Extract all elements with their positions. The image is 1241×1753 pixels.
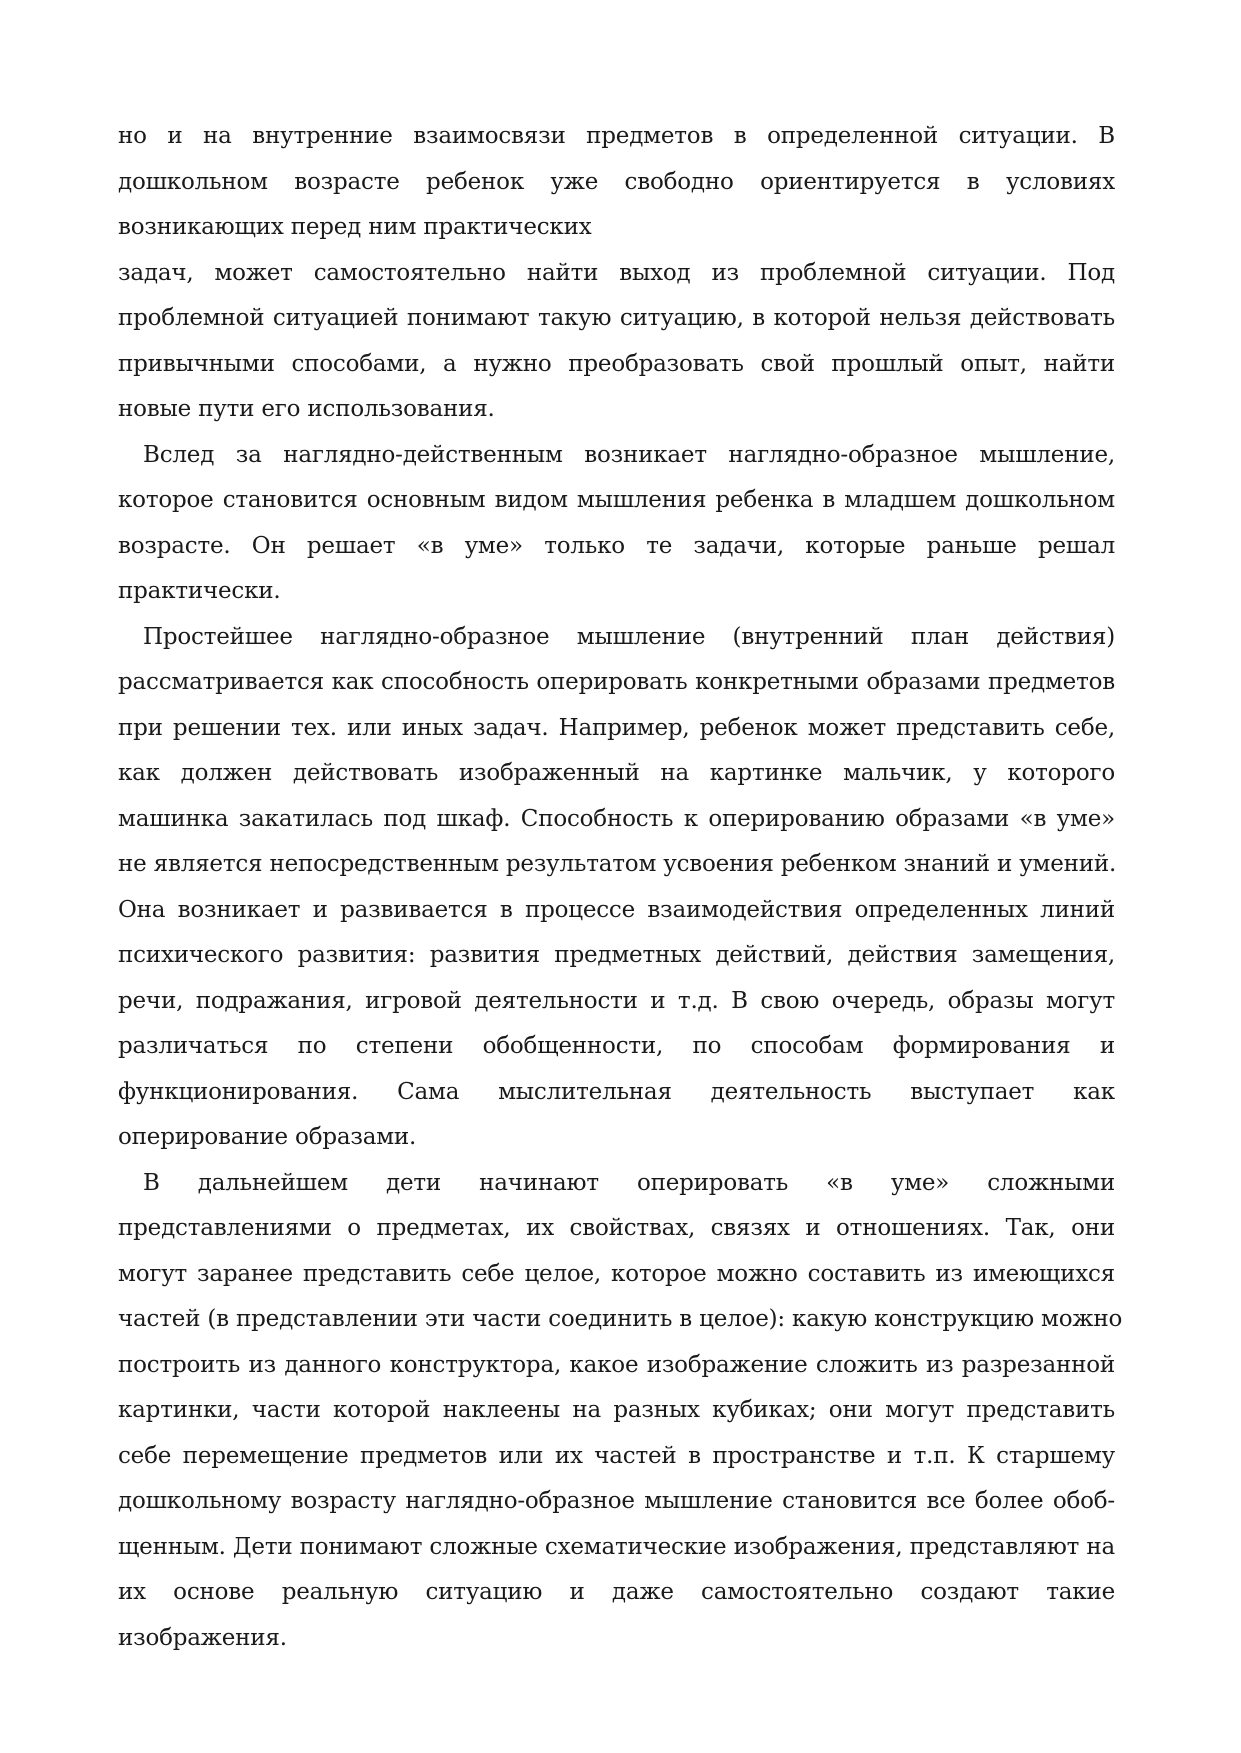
text-line: которое становится основным видом мышления ребенка в младшем дошкольном bbox=[118, 487, 1115, 513]
text-line: Простейшее наглядно-образное мышление (внутренний план действия) bbox=[143, 623, 1115, 650]
text-line: могут заранее представить себе целое, которое можно составить из имеющихся bbox=[118, 1260, 1115, 1287]
text-line: практически. bbox=[118, 578, 281, 604]
text-line: оперирование образами. bbox=[118, 1124, 417, 1150]
text-line: частей (в представлении эти части соединить в целое): какую конструкцию можно bbox=[118, 1306, 1123, 1332]
text-line: как должен действовать изображенный на картинке мальчик, у которого bbox=[118, 760, 1115, 786]
text-line: психического развития: развития предметных действий, действия замещения, bbox=[118, 942, 1115, 968]
text-line: их основе реальную ситуацию и даже самостоятельно создают такие bbox=[118, 1579, 1115, 1605]
text-line: себе перемещение предметов или их частей в пространстве и т.п. К старшему bbox=[118, 1442, 1115, 1469]
text-line: возникающих перед ним практических bbox=[118, 214, 592, 240]
text-line: дошкольном возрасте ребенок уже свободно ориентируется в условиях bbox=[118, 168, 1115, 195]
text-line: построить из данного конструктора, какое изображение сложить из разрезанной bbox=[118, 1351, 1115, 1378]
text-line: представлениями о предметах, их свойствах, связях и отношениях. Так, они bbox=[118, 1215, 1115, 1241]
text-line: различаться по степени обобщенности, по способам формирования и bbox=[118, 1033, 1115, 1059]
text-line: речи, подражания, игровой деятельности и т.д. В свою очередь, образы могут bbox=[118, 987, 1115, 1014]
text-line: дошкольному возрасту наглядно-образное мышление становится все более обоб- bbox=[118, 1488, 1115, 1514]
body-text bbox=[118, 114, 1123, 1661]
text-line: при решении тех. или иных задач. Например, ребенок может представить себе, bbox=[118, 714, 1115, 741]
text-line: Она возникает и развивается в процессе взаимодействия определенных линий bbox=[118, 896, 1115, 923]
text-line: изображения. bbox=[118, 1624, 287, 1651]
text-line: рассматривается как способность оперировать конкретными образами предметов bbox=[118, 669, 1115, 695]
text-line: картинки, части которой наклеены на разных кубиках; они могут представить bbox=[118, 1397, 1115, 1423]
text-line: щенным. Дети понимают сложные схематические изображения, представляют на bbox=[118, 1533, 1115, 1560]
text-line: Вслед за наглядно-действенным возникает наглядно-образное мышление, bbox=[143, 441, 1115, 468]
text-line: не является непосредственным результатом усвоения ребенком знаний и умений. bbox=[118, 851, 1117, 877]
text-line: машинка закатилась под шкаф. Способность к оперированию образами «в уме» bbox=[118, 805, 1115, 832]
text-line: проблемной ситуацией понимают такую ситуацию, в которой нельзя действовать bbox=[118, 305, 1115, 331]
text-line: задач, может самостоятельно найти выход из проблемной ситуации. Под bbox=[118, 259, 1115, 286]
text-line: В дальнейшем дети начинают оперировать «в уме» сложными bbox=[143, 1169, 1115, 1196]
text-line: привычными способами, а нужно преобразовать свой прошлый опыт, найти bbox=[118, 350, 1115, 377]
text-line: но и на внутренние взаимосвязи предметов в определенной ситуации. В bbox=[118, 123, 1115, 149]
text-line: новые пути его использования. bbox=[118, 396, 495, 422]
text-line: возрасте. Он решает «в уме» только те задачи, которые раньше решал bbox=[118, 532, 1115, 559]
text-line: функционирования. Сама мыслительная деятельность выступает как bbox=[118, 1078, 1115, 1105]
